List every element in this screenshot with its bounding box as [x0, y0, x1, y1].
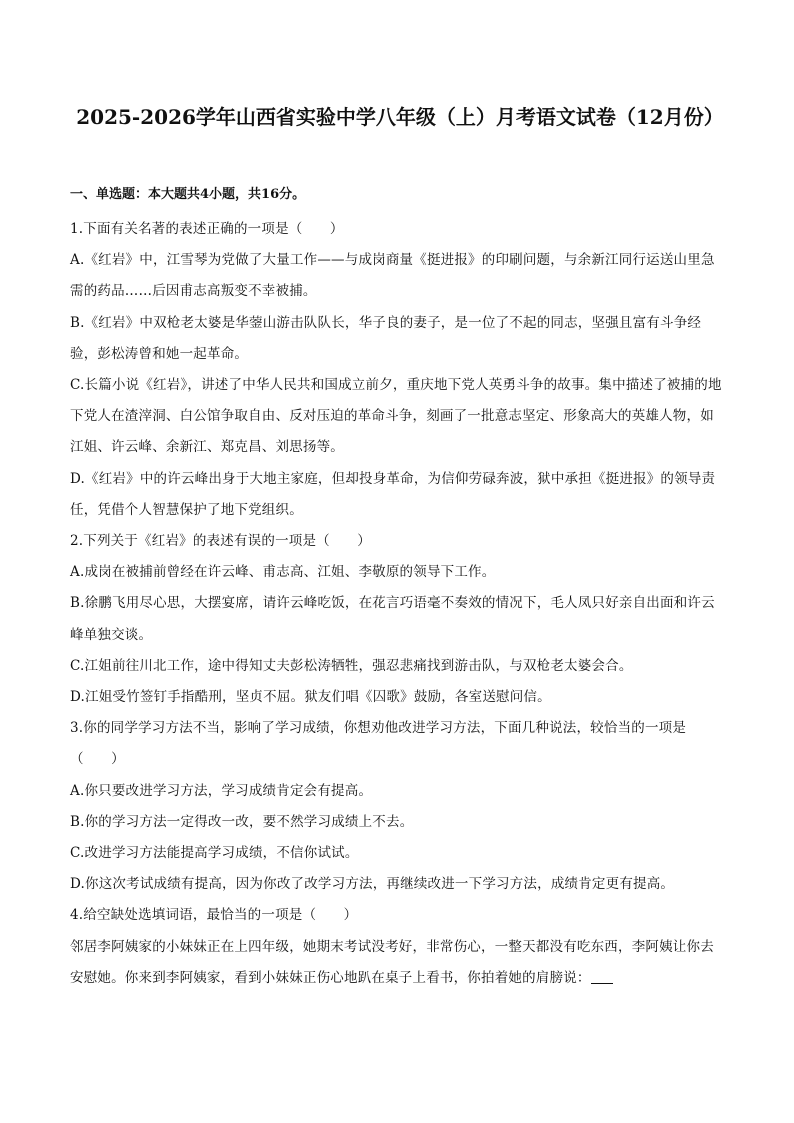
passage-text: 邻居李阿姨家的小妹妹正在上四年级，她期末考试没考好，非常伤心，一整天都没有吃东西，李阿姨让你去安慰她。你来到李阿姨家，看到小妹妹正伤心地趴在桌子上看书，你拍着她的肩膀说：	[70, 938, 714, 986]
option-c: C.长篇小说《红岩》，讲述了中华人民共和国成立前夕，重庆地下党人英勇斗争的故事。集中描述了被捕的地下党人在渣滓洞、白公馆争取自由、反对压迫的革命斗争，刻画了一批意志坚定、形象高大的英雄人物，如江姐、许云峰、余新江、郑克昌、刘思扬等。	[70, 377, 722, 456]
option-c: C.改进学习方法能提高学习成绩，不信你试试。	[70, 845, 359, 862]
exam-body	[70, 214, 722, 994]
option-b: B.《红岩》中双枪老太婆是华蓥山游击队队长，华子良的妻子，是一位了不起的同志，坚强且富有斗争经验，彭松涛曾和她一起革命。	[70, 314, 702, 362]
question-stem: 3.你的同学学习方法不当，影响了学习成绩，你想劝他改进学习方法，下面几种说法，较恰当的一项是（ ）	[70, 720, 687, 768]
option-d: D.江姐受竹签钉手指酷刑，坚贞不屈。狱友们唱《囚歌》鼓励，各室送慰问信。	[70, 689, 551, 706]
answer-blank	[591, 969, 613, 984]
question-stem: 1.下面有关名著的表述正确的一项是（ ）	[70, 221, 344, 237]
option-d: D.《红岩》中的许云峰出身于大地主家庭，但却投身革命，为信仰劳碌奔波，狱中承担《挺进报》的领导责任，凭借个人智慧保护了地下党组织。	[70, 470, 716, 518]
option-b: B.徐鹏飞用尽心思，大摆宴席，请许云峰吃饭，在花言巧语毫不奏效的情况下，毛人凤只好亲自出面和许云峰单独交谈。	[70, 595, 715, 643]
question-stem: 2.下列关于《红岩》的表述有误的一项是（ ）	[70, 533, 371, 550]
question-passage	[70, 932, 722, 994]
exam-title: 2025-2026学年山西省实验中学八年级（上）月考语文试卷（12月份）	[76, 105, 724, 129]
question-stem: 4.给空缺处选填词语，最恰当的一项是（ ）	[70, 907, 358, 924]
section-heading: 一、单选题：本大题共4小题，共16分。	[70, 187, 306, 202]
option-c: C.江姐前往川北工作，途中得知丈夫彭松涛牺牲，强忍悲痛找到游击队，与双枪老太婆会合。	[70, 657, 633, 674]
option-a: A.成岗在被捕前曾经在许云峰、甫志高、江姐、李敬原的领导下工作。	[70, 564, 496, 581]
option-b: B.你的学习方法一定得改一改，要不然学习成绩上不去。	[70, 813, 414, 830]
option-d: D.你这次考试成绩有提高，因为你改了改学习方法，再继续改进一下学习方法，成绩肯定更有提高。	[70, 876, 675, 893]
option-a: A.《红岩》中，江雪琴为党做了大量工作——与成岗商量《挺进报》的印刷问题，与余新江同行运送山里急需的药品……后因甫志高叛变不幸被捕。	[70, 252, 715, 300]
option-a: A.你只要改进学习方法，学习成绩肯定会有提高。	[70, 782, 373, 799]
